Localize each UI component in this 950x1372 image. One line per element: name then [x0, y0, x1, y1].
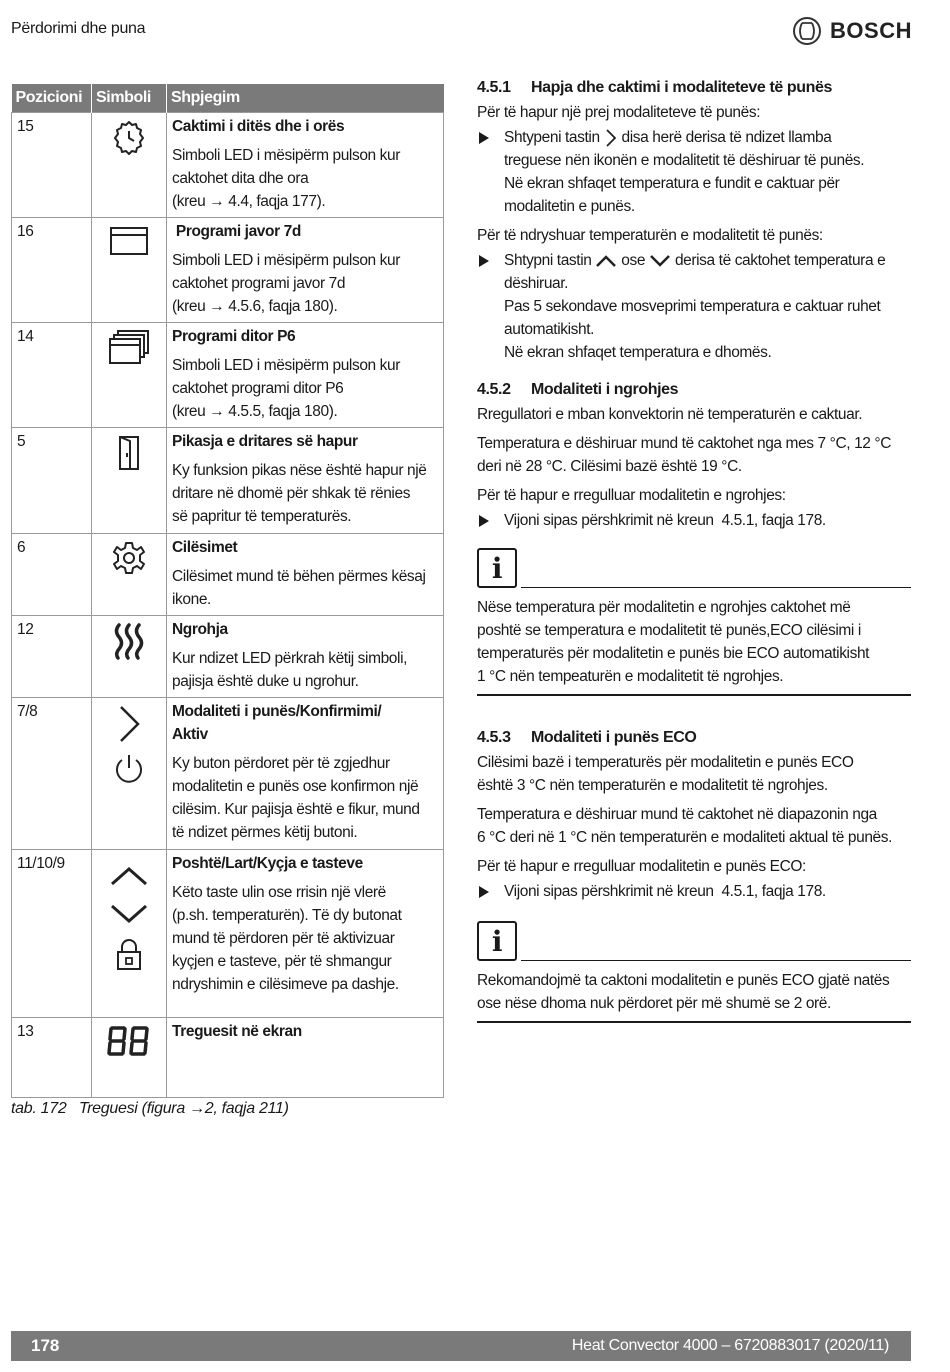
table-header-row: [12, 84, 444, 112]
row-text: Kur ndizet LED përkrah këtij simboli,: [172, 649, 408, 667]
info-icon: i: [477, 548, 517, 588]
list-item: [477, 126, 911, 218]
row-text: mund të përdoren për të aktivizuar: [172, 929, 395, 947]
section-title: Hapja dhe caktimi i modaliteteve të punës: [531, 79, 833, 96]
row-text: ndryshimin e cilësimeve pa dashje.: [172, 975, 399, 993]
row-text: Cilësimet mund të bëhen përmes kësaj: [172, 567, 426, 585]
row-explanation: [167, 217, 444, 322]
row-symbol: [92, 849, 167, 1017]
brand-logo: [792, 16, 912, 46]
row-explanation: [167, 427, 444, 533]
bullet-text: Vijoni sipas përshkrimit në kreun 4.5.1, faqja 178.: [504, 883, 826, 900]
row-text: të ndizet përmes këtij butoni.: [172, 823, 358, 841]
bullet-text: Shtypni tastin: [504, 252, 592, 269]
info-note-header: [477, 921, 911, 961]
section-heading-4-5-2: [477, 378, 911, 401]
paragraph-line: deri në 28 °C. Cilësimi bazë është 19 °C.: [477, 458, 742, 475]
row-text: Këto taste ulin ose rrisin një vlerë: [172, 883, 386, 901]
bullet-triangle-icon: [479, 515, 489, 527]
paragraph-line: Cilësimi bazë i temperaturës për modalitetin e punës ECO: [477, 754, 854, 771]
row-title: Cilësimet: [172, 538, 238, 556]
table-row: [12, 533, 444, 615]
row-title: Programi ditor P6: [172, 327, 296, 345]
paragraph: Për të hapur e rregulluar modalitetin e punës ECO:: [477, 858, 806, 875]
row-text: caktohet programi javor 7d: [172, 274, 346, 292]
row-position: 14: [12, 322, 92, 427]
list-item: [477, 249, 911, 364]
row-text: modalitetin e punës ose konfirmon një: [172, 777, 419, 795]
row-symbol: [92, 533, 167, 615]
document-reference: Heat Convector 4000 – 6720883017 (2020/11): [571, 1337, 889, 1354]
chevron-up-icon: [595, 254, 617, 268]
bullet-text: Vijoni sipas përshkrimit në kreun 4.5.1, faqja 178.: [504, 512, 826, 529]
col-header-position: Pozicioni: [12, 84, 92, 112]
table-row: [12, 427, 444, 533]
bullet-text: ose: [621, 252, 646, 269]
bullet-text: automatikisht.: [504, 321, 595, 338]
section-heading-4-5-1: [477, 76, 911, 99]
paragraph: Për të hapur një prej modaliteteve të punës:: [477, 104, 761, 121]
row-text: kyçjen e tasteve, për të shmangur: [172, 952, 392, 970]
section-title: Modaliteti i ngrohjes: [531, 381, 679, 398]
row-explanation: [167, 322, 444, 427]
row-position: 16: [12, 217, 92, 322]
row-title: Caktimi i ditës dhe i orës: [172, 117, 345, 135]
info-line-text: poshtë se temperatura e modalitetit të punës,ECO cilësimi i: [477, 622, 861, 639]
row-text: Ky buton përdoret për të zgjedhur: [172, 754, 390, 772]
table-caption: tab. 172 Treguesi (figura →2, faqja 211): [11, 1100, 289, 1117]
bullet-text: Në ekran shfaqet temperatura e dhomës.: [504, 344, 772, 361]
row-text: caktohet programi ditor P6: [172, 379, 344, 397]
row-symbol: [92, 1017, 167, 1097]
row-symbol: [92, 427, 167, 533]
bosch-armature-icon: [792, 16, 822, 46]
row-title: Programi javor 7d: [172, 222, 301, 240]
info-line-text: Nëse temperatura për modalitetin e ngrohjes caktohet më: [477, 599, 851, 616]
bullet-text: Pas 5 sekondave mosveprimi temperatura e caktuar ruhet: [504, 298, 881, 315]
row-position: 6: [12, 533, 92, 615]
chevron-right-icon: [114, 704, 144, 744]
row-symbol: [92, 217, 167, 322]
row-explanation: [167, 615, 444, 697]
page-footer: [11, 1331, 911, 1361]
table-row: [12, 112, 444, 217]
chevron-up-icon: [109, 864, 149, 888]
stacked-frames-icon: [108, 329, 150, 367]
bullet-text: dëshiruar.: [504, 275, 569, 292]
info-line-text: Rekomandojmë ta caktoni modalitetin e punës ECO gjatë natës: [477, 972, 890, 989]
bullet-text: disa herë derisa të ndizet llamba: [621, 129, 832, 146]
row-text: caktohet dita dhe ora: [172, 169, 309, 187]
row-symbol: [92, 322, 167, 427]
bullet-text: Shtypeni tastin: [504, 129, 600, 146]
brand-name: BOSCH: [830, 18, 912, 43]
lock-icon: [114, 938, 144, 972]
col-header-explanation: Shpjegim: [167, 84, 444, 112]
paragraph-line: Temperatura e dëshiruar mund të caktohet në diapazonin nga: [477, 806, 877, 823]
section-title: Përdorimi dhe puna: [11, 20, 146, 37]
symbols-table: [11, 84, 444, 1098]
row-position: 12: [12, 615, 92, 697]
row-text: Ky funksion pikas nëse është hapur një: [172, 461, 427, 479]
table-row: [12, 615, 444, 697]
gear-icon: [111, 540, 147, 576]
row-position: 7/8: [12, 697, 92, 849]
section-heading-4-5-3: [477, 726, 911, 749]
bullet-text: treguese nën ikonën e modalitetit të dëshiruar të punës.: [504, 152, 865, 169]
info-line-text: ose nëse dhoma nuk përdoret për më shumë se 2 orë.: [477, 995, 831, 1012]
row-title: Treguesit në ekran: [172, 1022, 302, 1040]
row-text: pajisja është duke u ngrohur.: [172, 672, 359, 690]
page-number: 178: [31, 1336, 60, 1355]
paragraph: [477, 751, 911, 797]
right-column: [477, 74, 911, 1023]
row-position: 11/10/9: [12, 849, 92, 1017]
list-item: [477, 509, 911, 532]
bullet-text: modalitetin e punës.: [504, 198, 635, 215]
section-number: 4.5.2: [477, 381, 511, 398]
paragraph: [477, 432, 911, 478]
chevron-right-icon: [604, 128, 618, 148]
info-divider: [521, 960, 911, 961]
row-text: (kreu → 4.4, faqja 177).: [172, 192, 326, 210]
row-text: (kreu → 4.5.6, faqja 180).: [172, 297, 338, 315]
row-title: Poshtë/Lart/Kyçja e tasteve: [172, 854, 363, 872]
row-text: Simboli LED i mësipërm pulson kur: [172, 146, 400, 164]
section-title: Modaliteti i punës ECO: [531, 729, 697, 746]
row-position: 15: [12, 112, 92, 217]
heating-waves-icon: [111, 622, 147, 660]
paragraph-line: Temperatura e dëshiruar mund të caktohet nga mes 7 °C, 12 °C: [477, 435, 892, 452]
window-frame-icon: [109, 224, 149, 258]
row-text: ikone.: [172, 590, 211, 608]
row-title: Ngrohja: [172, 620, 228, 638]
info-note: [477, 596, 911, 696]
paragraph-line: 6 °C deri në 1 °C nën temperaturën e modaliteti aktual të punës.: [477, 829, 893, 846]
info-line-text: temperaturës për modalitetin e punës bie ECO automatikisht: [477, 645, 870, 662]
row-title: Pikasja e dritares së hapur: [172, 432, 358, 450]
row-symbol: [92, 615, 167, 697]
list-item: [477, 880, 911, 903]
row-title-continued: Aktiv: [172, 725, 208, 743]
bullet-triangle-icon: [479, 886, 489, 898]
row-text: Simboli LED i mësipërm pulson kur: [172, 251, 400, 269]
section-number: 4.5.1: [477, 79, 511, 96]
row-text: cilësim. Kur pajisja është e fikur, mund: [172, 800, 420, 818]
section-number: 4.5.3: [477, 729, 511, 746]
row-position: 13: [12, 1017, 92, 1097]
paragraph: Për të ndryshuar temperaturën e modalitetit të punës:: [477, 227, 823, 244]
row-title: Modaliteti i punës/Konfirmimi/: [172, 702, 382, 720]
row-explanation: [167, 849, 444, 1017]
row-explanation: [167, 112, 444, 217]
bullet-text: derisa të caktohet temperatura e: [674, 252, 886, 269]
table-row: [12, 849, 444, 1017]
bullet-triangle-icon: [479, 255, 489, 267]
row-text: (p.sh. temperaturën). Të dy butonat: [172, 906, 402, 924]
row-symbol: [92, 697, 167, 849]
paragraph: Rregullatori e mban konvektorin në temperaturën e caktuar.: [477, 406, 863, 423]
info-divider: [521, 587, 911, 588]
bullet-triangle-icon: [479, 132, 489, 144]
info-note: [477, 969, 911, 1023]
col-header-symbol: Simboli: [92, 84, 167, 112]
paragraph: [477, 803, 911, 849]
row-text: (kreu → 4.5.5, faqja 180).: [172, 402, 338, 420]
table-row: [12, 322, 444, 427]
row-position: 5: [12, 427, 92, 533]
row-explanation: [167, 697, 444, 849]
row-text: dritare në dhomë për shkak të rënies: [172, 484, 411, 502]
paragraph: Për të hapur e rregulluar modalitetin e ngrohjes:: [477, 487, 786, 504]
info-note-header: [477, 548, 911, 588]
bullet-text: Në ekran shfaqet temperatura e fundit e caktuar për: [504, 175, 840, 192]
row-text: së papritur të temperaturës.: [172, 507, 352, 525]
info-line-text: 1 °C nën tempeaturën e modalitetit të ngrohjes.: [477, 668, 784, 685]
chevron-down-icon: [649, 254, 671, 268]
open-window-icon: [114, 434, 144, 472]
row-symbol: [92, 112, 167, 217]
table-row: [12, 1017, 444, 1097]
chevron-down-icon: [109, 902, 149, 926]
power-icon: [112, 752, 146, 786]
clock-gear-icon: [110, 119, 148, 157]
table-row: [12, 697, 444, 849]
row-explanation: [167, 1017, 444, 1097]
digit-display-icon: [106, 1024, 152, 1058]
row-text: Simboli LED i mësipërm pulson kur: [172, 356, 400, 374]
info-icon: i: [477, 921, 517, 961]
paragraph-line: është 3 °C nën temperaturën e modalitetit të ngrohjes.: [477, 777, 828, 794]
row-explanation: [167, 533, 444, 615]
table-row: [12, 217, 444, 322]
